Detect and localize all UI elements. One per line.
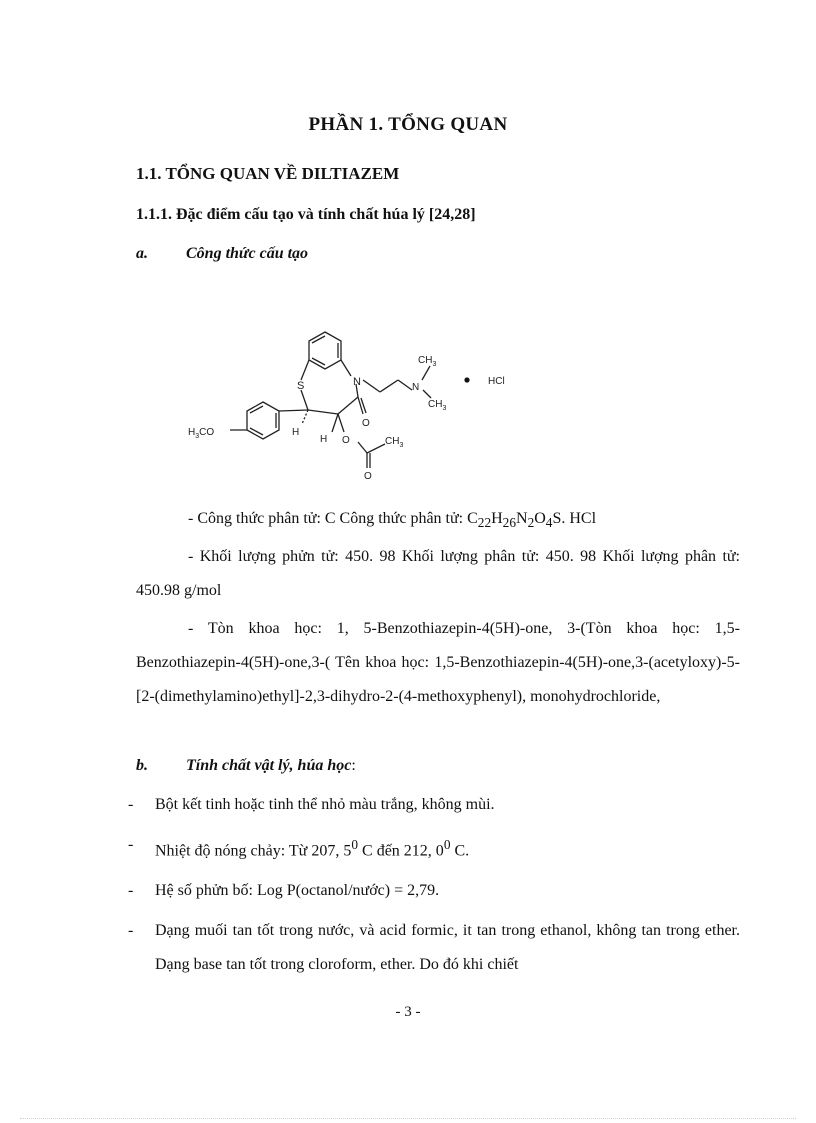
properties-list — [128, 788, 740, 988]
salt-dot — [464, 377, 469, 382]
heading-b: b. Tính chất vật lý, húa học: — [136, 757, 356, 774]
methyl-bottom: $CH_3$ — [428, 399, 447, 412]
heading-b-marker: b. — [136, 757, 148, 774]
atom-sulfur: S — [297, 380, 305, 392]
section-title: 1.1. TỔNG QUAN VỀ DILTIAZEM — [136, 164, 400, 183]
page-number: - 3 - — [395, 1004, 421, 1020]
atom-nitrogen-amine: N — [412, 382, 420, 393]
oxygen-ester: O — [342, 435, 350, 446]
list-item: - Nhiệt độ nóng chảy: Từ 207, $5^0$ C đến 212, $0^0$ C. — [128, 836, 470, 860]
molecular-weight-line: - Khối lượng phửn tử: 450. 98 Khối lượng phân tử: 450. 98 Khối lượng phân tử: 450.98 g/mol — [136, 548, 740, 599]
molecular-formula-line: - Công thức phân tử: C Công thức phân tử: $C_{22}H_{26}N_2O_4S$. HCl — [188, 510, 597, 531]
heading-a — [136, 245, 308, 263]
list-item: - Bột kết tinh hoặc tinh thể nhỏ màu trắng, không mùi. — [128, 796, 495, 813]
scientific-name-line: - Tòn khoa học: 1, 5-Benzothiazepin-4(5H)-one, 3-(Tòn khoa học: 1,5-Benzothiazepin-4(5H)-one,3-( Tên khoa học: 1,5-Benzothiazepin-4(5H)-one,3-(acetyloxy)-5-[2-(dimethylamino)ethyl]-2,3-dihydro-2-(4-methoxyphenyl), monohydrochloride, — [136, 620, 740, 705]
hydrogen-c3: H — [320, 434, 328, 445]
heading-a-marker: a. — [136, 245, 148, 262]
hcl-label: HCl — [488, 376, 505, 387]
methoxy-label: $H_3CO$ — [188, 427, 215, 440]
oxygen-ketone: O — [362, 418, 370, 429]
part-title: PHẦN 1. TỔNG QUAN — [308, 114, 508, 135]
page-edge-divider — [20, 1118, 796, 1119]
methoxyphenyl-ring — [247, 402, 279, 439]
methyl-top: $CH_3$ — [418, 355, 437, 368]
list-item: - Dạng muối tan tốt trong nước, và acid formic, it tan trong ethanol, không tan trong ether. Dạng base tan tốt trong cloroform, ether. Do đó khi chiết — [128, 922, 740, 974]
heading-a-text: Công thức cấu tạo — [186, 245, 309, 262]
methyl-acetyl: $CH_3$ — [385, 436, 404, 449]
benzene-ring-fused — [309, 332, 341, 369]
subsection-title: 1.1.1. Đặc điểm cấu tạo và tính chất húa lý [24,28] — [136, 206, 476, 223]
oxygen-carbonyl: O — [364, 471, 372, 482]
heading-b-text: Tính chất vật lý, húa học — [186, 757, 352, 774]
list-item: - Hệ số phửn bố: Log P(octanol/nước) = 2,79. — [128, 882, 440, 900]
chemical-structure-diagram — [180, 318, 520, 488]
atom-nitrogen: N — [353, 376, 361, 388]
hydrogen-c2: H — [292, 427, 300, 438]
